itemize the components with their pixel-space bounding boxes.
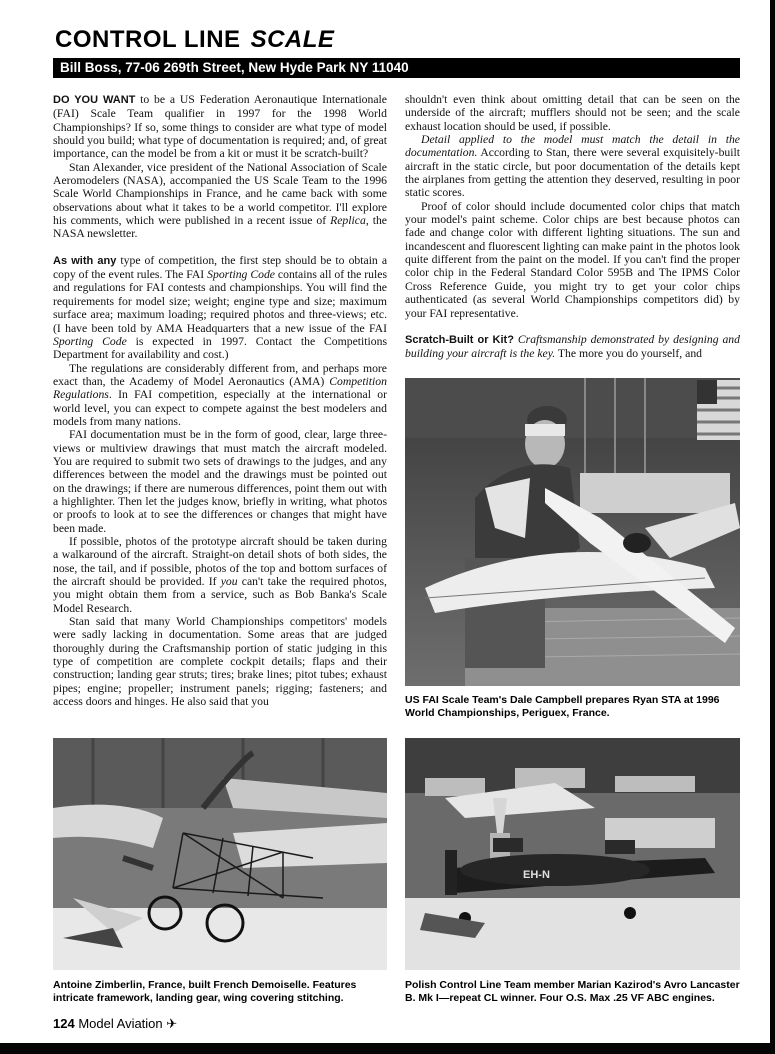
paragraph (53, 362, 387, 429)
paragraph-text: The regulations are considerably different from, and perhaps more exact than, the Academy of Model Aeronautics (AMA) (53, 361, 387, 388)
lead-in: DO YOU WANT (53, 94, 136, 106)
photo-ryan-sta (405, 378, 740, 686)
paragraph: Stan said that many World Championships competitors' models were sadly lacking in documentation. Some areas that are judged thoroughly during the Craftsmanship portion of static judging in this type of competition are complete cockpit details; flaps and their construction; landing gear struts; tires; brake lines; pitot tubes; exhaust pipes; engine; propeller; instrument panels; rigging; fasteners; and access doors and hinges. He also said that you (53, 615, 387, 709)
airplane-icon: ✈ (166, 1016, 178, 1031)
emphasis: Craftsmanship demonstrated by designing and building your aircraft is the key. (405, 332, 740, 361)
paragraph: Proof of color should include documented color chips that match your model's paint scheme. Color chips are best because photos can fade and change color with different lighting situations. The sun and incandescent and fluorescent lighting can make paint in the photos look quite different from the paint on the model. If you can't find the proper color chip in the Federal Standard Color 595B and The IPMS Color Cross Reference Guide, you might try to get your color chips authenticated (as several World Championships competitors did) by your FAI representative. (405, 199, 740, 320)
photo-lancaster (405, 738, 740, 970)
section-heading: Scratch-Built or Kit? (405, 333, 514, 346)
paragraph (53, 161, 387, 241)
emphasis: you (220, 575, 238, 589)
column-title-main: CONTROL LINE (55, 26, 241, 53)
photo-caption-lancaster: Polish Control Line Team member Marian Kazirod's Avro Lancaster B. Mk I—repeat CL winner. Four O.S. Max .25 VF ABC engines. (405, 979, 740, 1004)
paragraph (53, 93, 387, 161)
paragraph-text: , the NASA newsletter. (53, 214, 387, 241)
paragraph-text: The more you do yourself, and (555, 347, 703, 361)
lead-in: As with any (53, 254, 117, 267)
author-address-bar: Bill Boss, 77-06 269th Street, New Hyde Park NY 11040 (53, 58, 740, 78)
lancaster-code-letters: EH-N (523, 869, 550, 881)
photo-demoiselle (53, 738, 387, 970)
paragraph-text: According to Stan, there were several exquisitely-built aircraft in the static circle, but poor documentation of the details kept the airplanes from getting the attention they deserved, resulting in poor static scores. (405, 146, 740, 200)
demoiselle-illustration (53, 738, 387, 970)
emphasis: Detail applied to the model must match the detail in the documentation. (405, 133, 740, 160)
page-number: 124 (53, 1016, 75, 1031)
paragraph: shouldn't even think about omitting detail that can be seen on the underside of the aircraft; mufflers should not be seen; and the scale exhaust location should be used, if possible. (405, 93, 740, 133)
paragraph (405, 333, 740, 361)
page-border-bottom (0, 1043, 775, 1054)
lancaster-illustration (405, 738, 740, 970)
paragraph-text: If possible, photos of the prototype aircraft should be taken during a walkaround of the aircraft. Straight-on detail shots of both sides, the nose, the tail, and if possible, photos of the top and bottom surfaces of the aircraft should be provided. If (53, 535, 387, 589)
paragraph-text: can't take the required photos, you might obtain them from a service, such as Bob Banka's Scale Model Research. (53, 575, 387, 615)
page-border-right (770, 0, 775, 1054)
paragraph-text: to be a US Federation Aeronautique Internationale (FAI) Scale Team qualifier in 1997 for the 1998 World Championships? If so, some things to consider are what type of model should you build; what type of documentation is required; and, of great importance, can the model be from a kit or must it be scratch-built? (53, 93, 387, 161)
paragraph-text: is expected in 1997. Contact the Competitions Department for availability and cost.) (53, 334, 388, 362)
paragraph (53, 254, 387, 362)
ryan-sta-illustration (405, 378, 740, 686)
article-column-right (405, 93, 740, 361)
publication-name: Replica (330, 214, 366, 228)
publication-name: Sporting Code (53, 334, 127, 348)
paragraph-text: Stan Alexander, vice president of the National Association of Scale Aeromodelers (NASA), accompanied the US Scale Team to the 1996 Scale World Championships in France, and he came back with some observations about what it takes to be a world competitor. I'll explore his comments, which were published in a recent issue of (53, 160, 387, 228)
publication-name: Competition Regulations (53, 374, 387, 402)
column-title-scale: SCALE (250, 26, 335, 53)
magazine-name: Model Aviation (78, 1016, 163, 1031)
paragraph (405, 133, 740, 200)
paragraph (53, 535, 387, 615)
paragraph-text: . In FAI competition, especially at the international or world level, you can expect to compete against the best modelers and models from many nations. (53, 388, 387, 428)
paragraph: FAI documentation must be in the form of good, clear, large three-views or multiview drawings that must match the aircraft modeled. You are required to submit two sets of drawings to the judges, and any differences between the model and the drawings must be pointed out on the drawings; if there are numerous differences, point them out with a highlighter. Then let the judges know, briefly in writing, what photos or proofs to look at to see the differences or changes that might have been made. (53, 428, 387, 535)
article-column-left (53, 93, 387, 708)
column-title (55, 28, 334, 52)
page-footer (53, 1016, 177, 1032)
photo-caption-demoiselle: Antoine Zimberlin, France, built French Demoiselle. Features intricate framework, landing gear, wing covering stitching. (53, 979, 357, 1004)
photo-caption-ryan-sta: US FAI Scale Team's Dale Campbell prepares Ryan STA at 1996 World Championships, Periguex, France. (405, 694, 720, 719)
us-flag-icon (697, 380, 740, 440)
paragraph-text: contains all of the rules and regulations for FAI contests and championships. You will find the requirements for model size; weight; engine type and size; maximum surface area; maximum loading; required photos and three-views; etc. (I have been told by AMA Headquarters that a new issue of the FAI (53, 268, 388, 335)
publication-name: Sporting Code (207, 268, 275, 282)
paragraph-text: type of competition, the first step should be to obtain a copy of the event rules. The FAI (53, 253, 388, 282)
